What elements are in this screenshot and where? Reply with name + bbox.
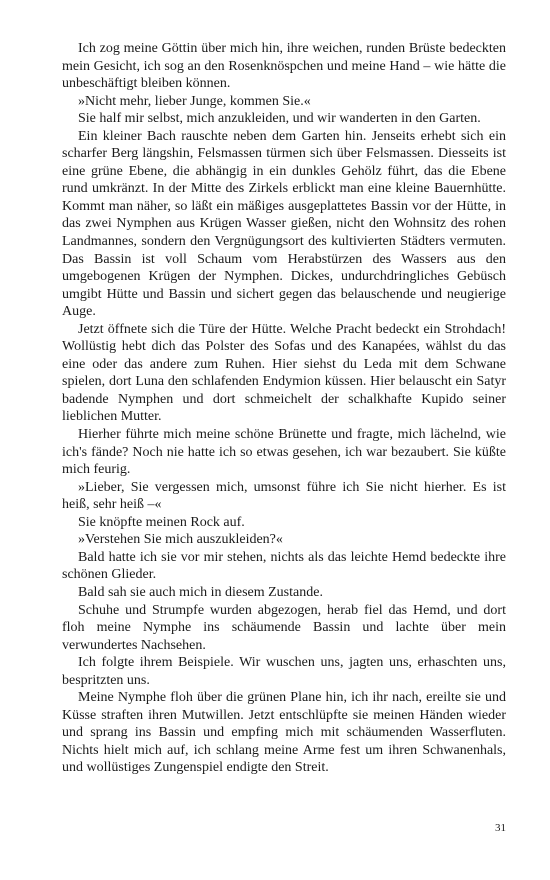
paragraph: Schuhe und Strumpfe wurden abgezogen, herab fiel das Hemd, und dort floh meine Nymphe ins schäumende Bassin und lachte über mein verwundertes Nachsehen. [62,602,506,653]
paragraph: Hierher führte mich meine schöne Brünette und fragte, mich lächelnd, wie ich's fände? Noch nie hatte ich so etwas gesehen, ich war bezaubert. Sie küßte mich feurig. [62,427,506,478]
paragraph: Ein kleiner Bach rauschte neben dem Garten hin. Jenseits erhebt sich ein scharfer Berg längshin, Felsmassen türmen sich über Felsmassen. Diesseits ist eine grüne Ebene, die abhängig in ein dunkles Gehölz führt, das die Ebene rund umkränzt. In der Mitte des Zirkels erblickt man eine kleine Bauernhütte. Kommt man näher, so läßt ein mäßiges ausgeplattetes Bassin vor der Hütte, in das zwei Nymphen aus Krügen Wasser gießen, nicht den Wohnsitz des rohen Landmannes, sondern den Vergnügungsort des kultivierten Städters vermuten. Das Bassin ist voll Schaum vom Herabstürzen des Wassers aus den umgebogenen Krügen der Nymphen. Dickes, undurchdringliches Gebüsch umgibt Hütte und Bassin und sichert gegen das belauschende und neugierige Auge. [62,128,506,320]
paragraph: Ich folgte ihrem Beispiele. Wir wuschen uns, jagten uns, erhaschten uns, bespritzten uns. [62,655,506,688]
page-number: 31 [495,822,506,834]
body-text [62,40,506,777]
paragraph: Bald sah sie auch mich in diesem Zustande. [78,584,323,600]
paragraph: »Verstehen Sie mich auszukleiden?« [78,532,283,548]
paragraph: Ich zog meine Göttin über mich hin, ihre weichen, runden Brüste bedeckten mein Gesicht, ich sog an den Rosenknöspchen und meine Hand – wie hätte die unbeschäftigt bleiben können. [62,41,506,92]
paragraph: »Nicht mehr, lieber Junge, kommen Sie.« [78,93,311,109]
paragraph: Jetzt öffnete sich die Türe der Hütte. Welche Pracht bedeckt ein Strohdach! Wollüstig hebt dich das Polster des Sofas und des Kanapées, wählst du das eine oder das andere zum Ruhen. Hier siehst du Leda mit dem Schwane spielen, dort Luna den schlafenden Endymion küssen. Hier belauscht ein Satyr badende Nymphen und dort schmeichelt der schalkhafte Kupido seiner lieblichen Mutter. [62,321,506,425]
paragraph: Bald hatte ich sie vor mir stehen, nichts als das leichte Hemd bedeckte ihre schönen Glieder. [62,549,506,583]
paragraph: »Lieber, Sie vergessen mich, umsonst führe ich Sie nicht hierher. Es ist heiß, sehr heiß –« [62,479,506,513]
paragraph: Sie knöpfte meinen Rock auf. [78,514,245,530]
paragraph: Sie half mir selbst, mich anzukleiden, und wir wanderten in den Garten. [78,111,481,127]
paragraph: Meine Nymphe floh über die grünen Plane hin, ich ihr nach, ereilte sie und Küsse straften ihren Mutwillen. Jetzt entschlüpfte sie meinen Händen wieder und sprang ins Bassin und empfing mich mit schäumenden Wasserfluten. Nichts hielt mich auf, ich schlang meine Arme fest um ihren Schwanenhals, und wollüstiges Zungenspiel endigte den Streit. [62,690,506,776]
